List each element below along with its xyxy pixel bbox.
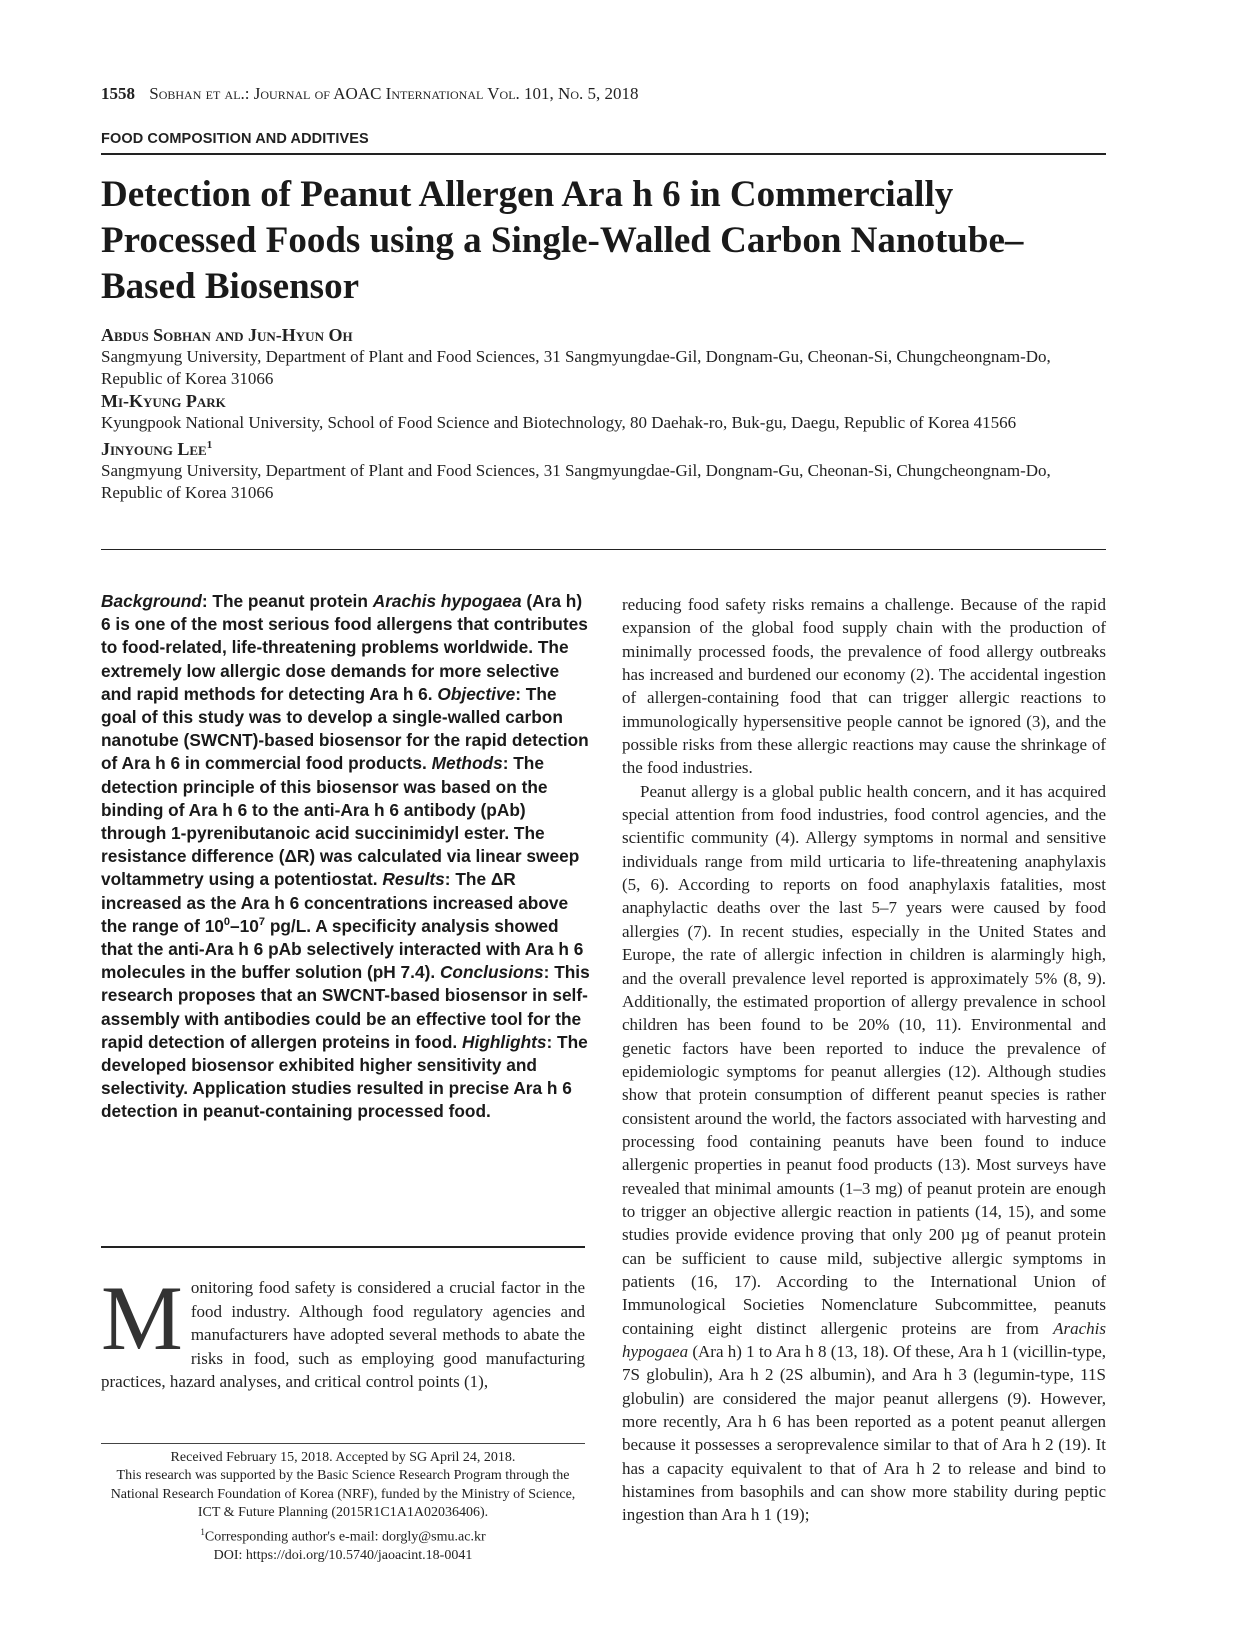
footnotes xyxy=(101,1449,585,1565)
drop-cap: M xyxy=(101,1267,183,1369)
author-affiliation: Kyungpook National University, School of Food Science and Biotechnology, 80 Daehak-ro, Buk-gu, Daegu, Republic of Korea 41566 xyxy=(101,413,1017,432)
section-label: FOOD COMPOSITION AND ADDITIVES xyxy=(101,131,369,147)
author-names: Mi-Kyung Park xyxy=(101,391,226,411)
author-names: Abdus Sobhan and Jun-Hyun Oh xyxy=(101,325,353,345)
body-paragraph: reducing food safety risks remains a challenge. Because of the rapid expansion of the global food supply chain with the production of minimally processed foods, the prevalence of food allergy outbreaks has increased and burdened our economy (2). The accidental ingestion of allergen-containing food that can trigger allergic reactions to immunologically hypersensitive people cannot be ignored (3), and the possible risks from these allergic reactions may cause the shrinkage of the food industries. xyxy=(622,595,1106,778)
abstract-label-conclusions: Conclusions xyxy=(439,962,544,983)
abstract-label-results: Results xyxy=(382,869,445,890)
abstract xyxy=(101,590,591,1124)
corr-marker: 1 xyxy=(200,1526,205,1537)
abstract-text: : The peanut protein xyxy=(201,591,373,611)
running-title: Sobhan et al.: Journal of AOAC International Vol. 101, No. 5, 2018 xyxy=(149,84,639,103)
abstract-text: : The detection principle of this biosensor was based on the binding of Ara h 6 to the anti-Ara h 6 antibody (pAb) through 1-pyrenibutanoic acid succinimidyl ester. The resistance difference (ΔR) was calculated via linear sweep voltammetry using a potentiostat. xyxy=(101,753,580,890)
funding-note: This research was supported by the Basic Science Research Program through the National Research Foundation of Korea (NRF), funded by the Ministry of Science, ICT & Future Planning (2015R1C1A1A02036406). xyxy=(110,1468,576,1521)
abstract-text: pg/L. A specificity analysis showed that the anti-Ara h 6 pAb selectively interacted with Ara h 6 molecules in the buffer solution (pH 7.4). xyxy=(101,915,584,983)
received-note: Received February 15, 2018. Accepted by SG April 24, 2018. xyxy=(170,1450,516,1465)
abstract-text: : This research proposes that an SWCNT-based biosensor in self-assembly with antibodies could be an effective tool for the rapid detection of allergen proteins in food. xyxy=(101,962,590,1052)
doi-note: DOI: https://doi.org/10.5740/jaoacint.18-0041 xyxy=(213,1547,473,1563)
species-name: Arachis hypogaea xyxy=(372,591,522,611)
abstract-text: (Ara h) 6 is one of the most serious food allergens that contributes to food-related, life-threatening problems worldwide. The extremely low allergic dose demands for more selective and rapid methods for detecting Ara h 6. xyxy=(101,591,588,704)
body-text: Peanut allergy is a global public health concern, and it has acquired special attention from food industries, food control agencies, and the scientific community (4). Allergy symptoms in normal and sensitive individuals range from mild urticaria to life-threatening anaphylaxis (5, 6). According to reports on food anaphylaxis fatalities, most anaphylactic deaths over the last 5–7 years were caused by food allergies (7). In recent studies, especially in the United States and Europe, the rate of allergic infection in children is alarmingly high, and the overall prevalence level reported is approximately 5% (8, 9). Additionally, the estimated proportion of allergy prevalence in school children has been found to be 20% (10, 11). Environmental and genetic factors have been reported to induce the prevalence of epidemiologic symptoms for peanut allergies (12). Although studies show that protein consumption of different peanut species is rather consistent around the world, the factors associated with harvesting and processing food containing peanuts have been found to induce allergenic properties in peanut food products (13). Most surveys have revealed that minimal amounts (1–3 mg) of peanut protein are enough to trigger an objective allergic reaction in patients (14, 15), and some studies provide evidence proving that only 200 µg of peanut protein can be sufficient to cause mild, subjective allergic symptoms in patients (16, 17). According to the International Union of Immunological Societies Nomenclature Subcommittee, peanuts containing eight distinct allergenic proteins are from xyxy=(622,781,1106,1338)
abstract-label-objective: Objective xyxy=(437,683,516,704)
author-affiliation: Sangmyung University, Department of Plant and Food Sciences, 31 Sangmyungdae-Gil, Dongnam-Gu, Cheonan-Si, Chungcheongnam-Do, Republic of Korea 31066 xyxy=(101,347,1051,388)
author-block xyxy=(101,324,1106,504)
author-group xyxy=(101,324,1106,390)
abstract-label-background: Background xyxy=(101,591,202,611)
article-title: Detection of Peanut Allergen Ara h 6 in Commercially Processed Foods using a Single-Walled Carbon Nanotube–Based Biosensor xyxy=(101,174,1024,307)
section-rule xyxy=(101,153,1106,155)
species-name: Arachis hypogaea xyxy=(622,1318,1106,1361)
footnote-rule xyxy=(101,1443,585,1444)
header-divider xyxy=(101,549,1106,550)
abstract-text: : The developed biosensor exhibited higher sensitivity and selectivity. Application studies resulted in precise Ara h 6 detection in peanut-containing processed food. xyxy=(101,1031,588,1122)
author-affiliation: Sangmyung University, Department of Plant and Food Sciences, 31 Sangmyungdae-Gil, Dongnam-Gu, Cheonan-Si, Chungcheongnam-Do, Republic of Korea 31066 xyxy=(101,461,1051,502)
abstract-divider xyxy=(101,1246,585,1248)
abstract-text: : The ΔR increased as the Ara h 6 concentrations increased above the range of 10 xyxy=(101,869,569,936)
author-marker: 1 xyxy=(206,439,213,451)
author-names-line xyxy=(101,434,1106,460)
abstract-label-highlights: Highlights xyxy=(462,1031,547,1052)
right-column xyxy=(622,593,1106,1527)
intro-text: onitoring food safety is considered a crucial factor in the food industry. Although food regulatory agencies and manufacturers have adopted several methods to abate the risks in food, such as employing good manufacturing practices, hazard analyses, and critical control points (1), xyxy=(101,1278,585,1391)
body-paragraph xyxy=(622,780,1106,1527)
corresponding-text: Corresponding author's e-mail: dorgly@smu.ac.kr xyxy=(204,1529,486,1545)
author-group xyxy=(101,434,1106,504)
page-number: 1558 xyxy=(101,84,135,103)
intro-paragraph xyxy=(101,1267,585,1394)
exponent: 0 xyxy=(223,916,231,929)
body-text: (Ara h) 1 to Ara h 8 (13, 18). Of these, Ara h 1 (vicillin-type, 7S globulin), Ara h 2 (2S albumin), and Ara h 3 (legumin-type, 11S globulin) are considered the major peanut allergens (9). However, more recently, Ara h 6 has been reported as a potent peanut allergen because it possesses a seroprevalence similar to that of Ara h 2 (19). It has a capacity equivalent to that of Ara h 2 to release and bind to histamines from basophils and can show more stability during peptic ingestion than Ara h 1 (19); xyxy=(622,1342,1106,1525)
author-group xyxy=(101,390,1106,434)
abstract-label-methods: Methods xyxy=(431,753,503,774)
author-names: Jinyoung Lee xyxy=(101,439,207,459)
corresponding-note xyxy=(101,1523,585,1547)
abstract-text: : The goal of this study was to develop a single-walled carbon nanotube (SWCNT)-based biosensor for the rapid detection of Ara h 6 in commercial food products. xyxy=(101,683,589,774)
exponent: 7 xyxy=(258,916,266,929)
abstract-text: –10 xyxy=(230,915,259,936)
running-head xyxy=(101,84,639,104)
